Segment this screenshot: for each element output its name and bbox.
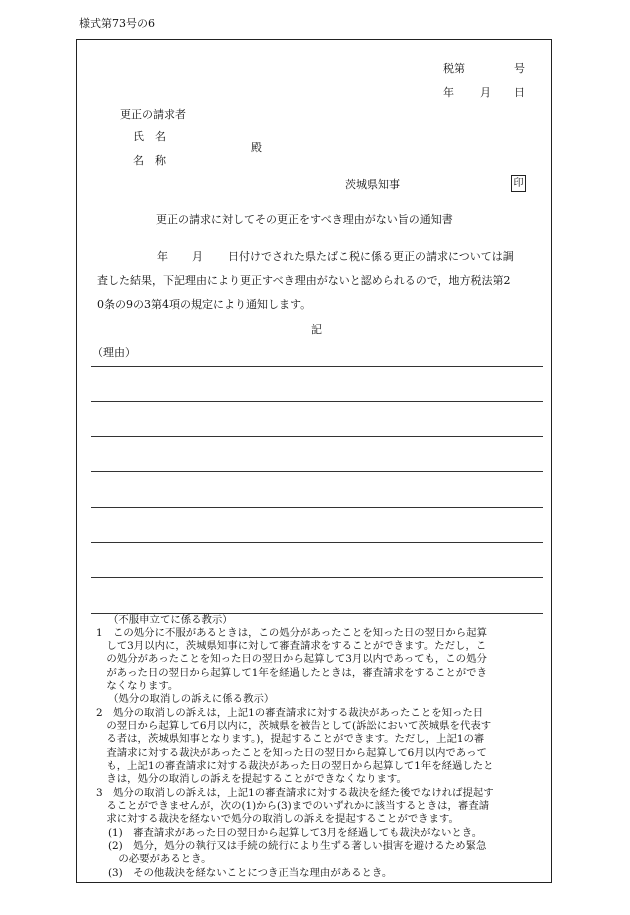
reason-rule-7 xyxy=(91,577,543,578)
sender-name: 茨城県知事 xyxy=(345,178,400,191)
form-number-label: 様式第73号の6 xyxy=(79,17,155,30)
reason-rule-2 xyxy=(91,401,543,402)
seal-mark: 印 xyxy=(511,175,526,192)
reason-rule-1 xyxy=(91,366,543,367)
instruction-item-1: 1 この処分に不服があるときは，この処分があったことを知った日の翌日から起算 して3月以内に，茨城県知事に対して審査請求をすることができます。ただし，こ の処分があったことを知った日の翌日から起算して3月以内であっても，この処分 があった日の翌日から起算して1年を経過したときは，審査請求をすることができ なくなります。 xyxy=(96,627,487,692)
date-year: 年 xyxy=(443,86,454,99)
date-month: 月 xyxy=(480,86,491,99)
document-title: 更正の請求に対してその更正をすべき理由がない旨の通知書 xyxy=(156,213,453,226)
recipient-corp-label: 名 称 xyxy=(133,154,166,167)
body-line-1: 日付けでされた県たばこ税に係る更正の請求については調 xyxy=(228,250,514,263)
recipient-honorific: 殿 xyxy=(251,141,262,154)
tax-number-label: 税第 xyxy=(443,62,465,75)
recipient-heading: 更正の請求者 xyxy=(120,108,186,121)
instruction-sub-2: (2) 処分，処分の執行又は手続の続行により生ずる著しい損害を避けるため緊急 の必要があるとき。 xyxy=(108,840,487,866)
number-suffix: 号 xyxy=(514,62,525,75)
recipient-name-label: 氏 名 xyxy=(133,130,166,143)
reason-rule-5 xyxy=(91,507,543,508)
revocation-heading: （処分の取消しの訴えに係る教示） xyxy=(108,693,275,705)
reason-label: （理由） xyxy=(92,346,136,359)
body-line-3: 0条の9の3第4項の規定により通知します。 xyxy=(97,298,312,311)
instruction-item-3: 3 処分の取消しの訴えは，上記1の審査請求に対する裁決を経た後でなければ提起す ることができませんが，次の(1)から(3)までのいずれかに該当するときは，審査請 求に対する裁決を経ないで処分の取消しの訴えを提起することができます。 xyxy=(96,787,494,826)
date-day: 日 xyxy=(514,86,525,99)
body-year: 年 xyxy=(157,250,168,263)
instruction-sub-1: (1) 審査請求があった日の翌日から起算して3月を経過しても裁決がないとき。 xyxy=(108,827,483,839)
reason-rule-6 xyxy=(91,542,543,543)
body-month: 月 xyxy=(192,250,203,263)
objection-heading: （不服申立てに係る教示） xyxy=(108,614,233,626)
note-mark: 記 xyxy=(311,323,322,336)
instruction-item-2: 2 処分の取消しの訴えは，上記1の審査請求に対する裁決があったことを知った日 の翌日から起算して6月以内に，茨城県を被告として(訴訟において茨城県を代表す る者は，茨城県知事となります。)，提起することができます。ただし，上記1の審 査請求に対する裁決があったことを知った日の翌日から起算して6月以内であって も，上記1の審査請求に対する裁決があった日の翌日から起算して1年を経過したと きは，処分の取消しの訴えを提起することができなくなります。 xyxy=(96,707,494,786)
instruction-sub-3: (3) その他裁決を経ないことにつき正当な理由があるとき。 xyxy=(108,867,393,879)
body-line-2: 査した結果，下記理由により更正すべき理由がないと認められるので，地方税法第2 xyxy=(97,274,511,287)
reason-rule-3 xyxy=(91,436,543,437)
reason-rule-4 xyxy=(91,471,543,472)
